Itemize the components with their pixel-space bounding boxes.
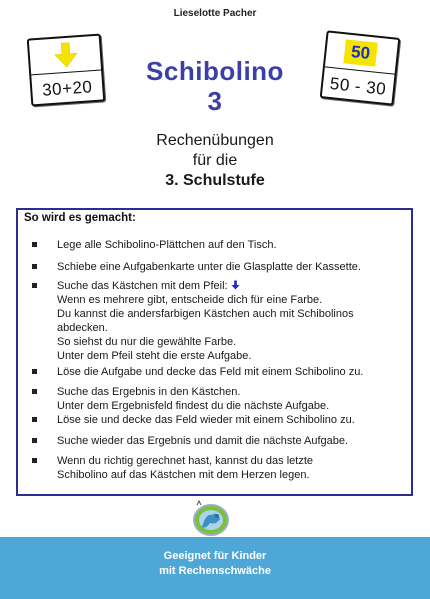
blue-down-arrow-icon	[231, 280, 240, 290]
bullet-icon	[32, 389, 37, 394]
bullet-icon	[32, 458, 37, 463]
author-name: Lieselotte Pacher	[173, 8, 257, 19]
bullet-icon	[32, 283, 37, 288]
instructions-heading: So wird es gemacht:	[24, 212, 136, 224]
subtitle-line-1: Rechenübungen	[156, 132, 274, 149]
bullet-icon	[32, 417, 37, 422]
card-equation: 30+20	[41, 77, 94, 100]
bullet-icon	[32, 438, 37, 443]
footer-banner	[0, 537, 430, 599]
title-line-1: Schibolino	[146, 56, 284, 86]
publisher-logo	[190, 499, 232, 537]
bullet-icon	[32, 242, 37, 247]
bullet-icon	[32, 264, 37, 269]
subtitle-line-2: für die	[192, 152, 238, 169]
subtitle-line-3: 3. Schulstufe	[165, 172, 265, 189]
title-line-2: 3	[207, 86, 223, 116]
book-title	[0, 56, 430, 116]
result-highlight: 50	[343, 39, 377, 66]
instructions-box: So wird es gemacht: Lege alle Schibolino-Plättchen auf den Tisch. Schiebe eine Aufgabenkarte unter die Glasplatte der Kassette. Suche das Kästchen mit dem Pfeil: Wenn es mehrere gibt, entscheide dich für eine Farbe. Du kannst die andersfarbigen Kästchen auch mit Schibolinos abdecken. So siehst du nur die gewählte Farbe. Unter dem Pfeil steht die erste Aufgabe. Löse die Aufgabe und decke das Feld mit einem Schibolino zu. Suche das Ergebnis in den Kästchen. Unter dem Ergebnisfeld findest du die nächste Aufgabe. Löse sie und decke das Feld wieder mit einem Schibolino zu. Suche wieder das Ergebnis und damit die nächste Aufgabe. Wenn du richtig gerechnet hast, kannst du das letzte Schibolino auf das Kästchen mit dem Herzen legen.	[16, 208, 413, 496]
card-equation: 50 - 30	[329, 74, 388, 99]
subtitle	[0, 131, 430, 191]
banner-line-2: mit Rechenschwäche	[159, 565, 271, 577]
bullet-icon	[32, 369, 37, 374]
banner-line-1: Geeignet für Kinder	[163, 550, 267, 562]
